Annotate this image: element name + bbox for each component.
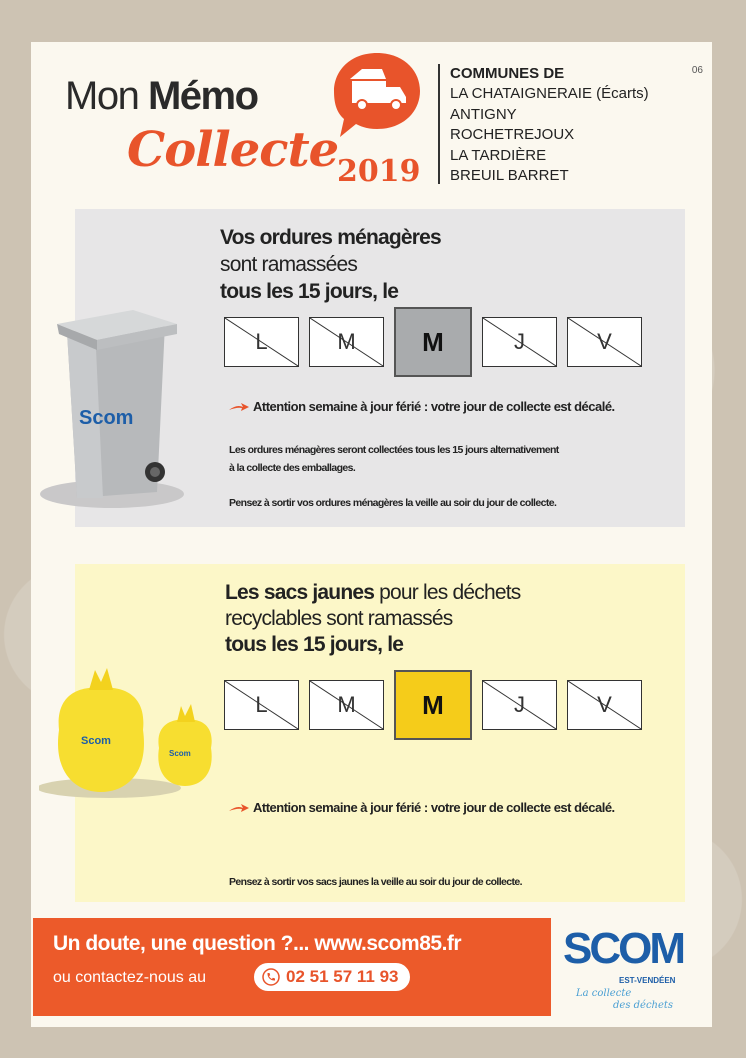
day-label: J xyxy=(514,692,525,717)
ordures-title xyxy=(220,224,441,305)
day-label: M xyxy=(337,329,356,354)
phone-number: 02 51 57 11 93 xyxy=(286,967,399,986)
yellow-bags-icon xyxy=(39,652,219,802)
holiday-notice xyxy=(229,800,615,815)
sacs-section xyxy=(75,564,685,902)
truck-bubble-icon xyxy=(322,45,432,145)
logo-name: SCOM xyxy=(563,924,683,973)
brand-mon: Mon xyxy=(65,74,139,118)
trash-bin-icon xyxy=(37,254,197,514)
ordures-section xyxy=(75,209,685,527)
commune-item: LA CHATAIGNERAIE (Écarts) xyxy=(450,85,649,102)
ordures-reminder: Pensez à sortir vos ordures ménagères la veille au soir du jour de collecte. xyxy=(229,497,557,509)
day-box xyxy=(224,317,299,367)
ordures-info-line2: à la collecte des emballages. xyxy=(229,462,356,474)
logo-tagline2: des déchets xyxy=(613,1000,674,1011)
ordures-info-line1: Les ordures ménagères seront collectées tous les 15 jours alternativement xyxy=(229,444,559,456)
brand-title xyxy=(65,74,258,119)
day-label: M xyxy=(337,692,356,717)
sacs-reminder: Pensez à sortir vos sacs jaunes la veille au soir du jour de collecte. xyxy=(229,876,522,888)
day-label: V xyxy=(597,329,612,354)
day-box xyxy=(567,317,642,367)
ordures-title-line3: tous les 15 jours, le xyxy=(220,280,399,303)
sacs-title xyxy=(225,580,520,658)
day-box xyxy=(309,317,384,367)
brand-logo xyxy=(65,70,425,210)
holiday-notice-text: Attention semaine à jour férié : votre jour de collecte est décalé. xyxy=(253,399,615,414)
day-label: L xyxy=(255,329,268,354)
communes-title: COMMUNES DE xyxy=(450,65,565,82)
ordures-info xyxy=(229,441,559,477)
day-label: V xyxy=(597,692,612,717)
page-number: 06 xyxy=(691,65,703,76)
phone-icon xyxy=(262,968,280,986)
ordures-title-bold: Vos ordures ménagères xyxy=(220,226,441,249)
phone-badge[interactable] xyxy=(254,963,410,991)
commune-item: ROCHETREJOUX xyxy=(450,126,575,143)
sacs-title-line2: recyclables sont ramassés xyxy=(225,607,453,630)
brand-collecte: Collecte xyxy=(127,122,339,178)
svg-text:Scom: Scom xyxy=(81,735,111,747)
footer-question[interactable]: Un doute, une question ?... www.scom85.fr xyxy=(53,932,462,955)
memo-card xyxy=(31,42,712,1027)
communes-list xyxy=(438,64,649,184)
day-box-active xyxy=(394,307,472,377)
arrow-icon xyxy=(229,803,249,813)
day-label: M xyxy=(422,689,444,720)
ordures-title-line2: sont ramassées xyxy=(220,253,358,276)
day-box xyxy=(482,317,557,367)
svg-text:Scom: Scom xyxy=(79,407,134,429)
brand-year: 2019 xyxy=(337,154,421,189)
day-box xyxy=(309,680,384,730)
commune-item: ANTIGNY xyxy=(450,105,517,123)
sacs-title-line3: tous les 15 jours, le xyxy=(225,633,404,656)
ordures-days xyxy=(224,317,642,377)
day-label: L xyxy=(255,692,268,717)
day-label: M xyxy=(422,326,444,357)
scom-logo xyxy=(551,918,712,1016)
brand-memo: Mémo xyxy=(147,74,258,118)
arrow-icon xyxy=(229,402,249,412)
contact-footer xyxy=(33,918,551,1016)
svg-text:Scom: Scom xyxy=(169,749,191,758)
day-box xyxy=(567,680,642,730)
day-box xyxy=(482,680,557,730)
day-label: J xyxy=(514,329,525,354)
day-box xyxy=(224,680,299,730)
holiday-notice-text: Attention semaine à jour férié : votre jour de collecte est décalé. xyxy=(253,800,615,815)
commune-item: BREUIL BARRET xyxy=(450,167,569,184)
day-box-active xyxy=(394,670,472,740)
sacs-title-bold: Les sacs jaunes xyxy=(225,581,375,604)
logo-tagline1: La collecte xyxy=(576,988,632,999)
sacs-days xyxy=(224,680,642,740)
commune-item: LA TARDIÈRE xyxy=(450,146,547,164)
footer-contact: ou contactez-nous au xyxy=(53,969,206,986)
logo-sub: EST-VENDÉEN xyxy=(619,976,676,985)
sacs-title-rest: pour les déchets xyxy=(374,581,521,604)
holiday-notice xyxy=(229,399,615,414)
